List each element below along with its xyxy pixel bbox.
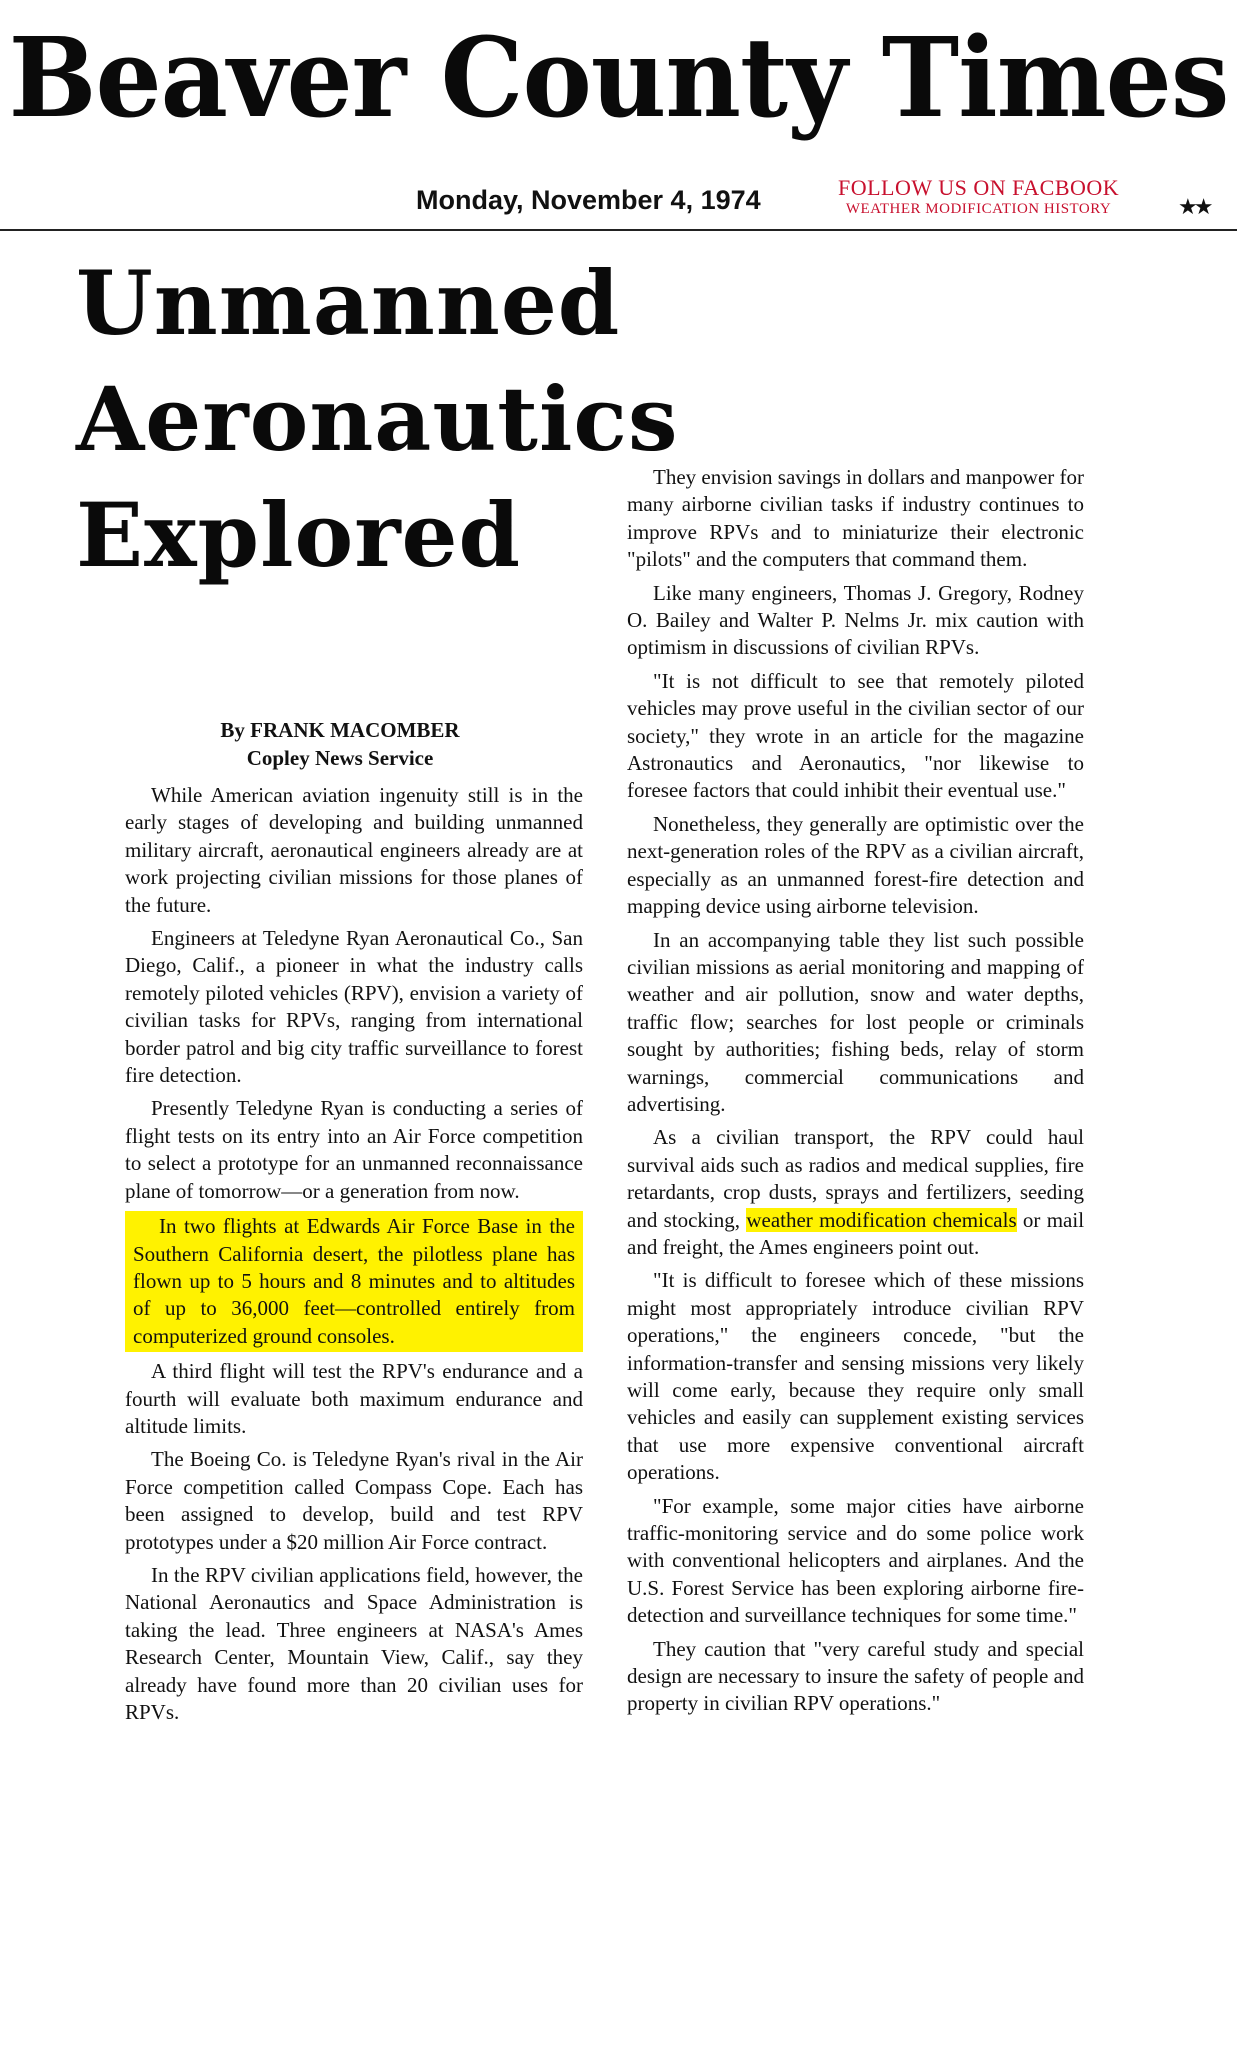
article-paragraph: Nonetheless, they generally are optimistic over the next-generation roles of the RPV as a civilian aircraft, especially as an unmanned forest-fire detection and mapping device using airborne television. [627, 811, 1084, 919]
article-paragraph: They caution that "very careful study and special design are necessary to insure the safety of people and property in civilian RPV operations." [627, 1636, 1084, 1716]
article-paragraph: "It is difficult to foresee which of these missions might most appropriately introduce civilian RPV operations," the engineers concede, "but the information-transfer and sensing missions very likely will come early, because they require only small vehicles and easily can supplement existing services that use more expensive conventional aircraft operations. [627, 1268, 1084, 1485]
article-paragraph: While American aviation ingenuity still is in the early stages of developing and building unmanned military aircraft, aeronautical engineers already are at work projecting civilian missions for those planes of the future. [125, 783, 583, 917]
article-byline [120, 716, 560, 772]
publication-date: Monday, November 4, 1974 [416, 185, 761, 215]
paragraph-text-before: As a civilian transport, the RPV could haul survival aids such as radios and medical supplies, fire retardants, crop dusts, sprays and fertilizers, seeding and stocking, [627, 1125, 1084, 1232]
masthead-rule [0, 229, 1237, 231]
highlighted-paragraph: In two flights at Edwards Air Force Base in the Southern California desert, the pilotless plane has flown up to 5 hours and 8 minutes and to altitudes of up to 36,000 feet—controlled entirely from computerized ground consoles. [125, 1211, 583, 1352]
highlighted-phrase: weather modification chemicals [746, 1207, 1017, 1232]
edition-stars: ★★ [1178, 195, 1210, 220]
article-column-right [627, 464, 1084, 1724]
article-paragraph: "For example, some major cities have airborne traffic-monitoring service and do some police work with conventional helicopters and airplanes. And the U.S. Forest Service has been exploring airborne fire-detection and surveillance techniques for some time." [627, 1493, 1084, 1628]
promo-line-2: WEATHER MODIFICATION HISTORY [845, 201, 1112, 217]
article-paragraph [627, 1124, 1084, 1261]
byline-service: Copley News Service [246, 746, 434, 770]
headline-line-3: Explored [76, 483, 522, 587]
byline-author: By FRANK MACOMBER [220, 718, 460, 742]
promo-banner [838, 176, 1119, 218]
article-paragraph: The Boeing Co. is Teledyne Ryan's rival in the Air Force competition called Compass Cope. Each has been assigned to develop, build and test RPV prototypes under a $20 million Air Force contract. [125, 1447, 583, 1554]
headline-line-2: Aeronautics [76, 367, 679, 471]
newspaper-masthead: Beaver County Times [8, 12, 1229, 143]
article-paragraph: Engineers at Teledyne Ryan Aeronautical Co., San Diego, Calif., a pioneer in what the industry calls remotely piloted vehicles (RPV), envision a variety of civilian tasks for RPVs, ranging from international border patrol and big city traffic surveillance to forest fire detection. [125, 926, 583, 1088]
article-paragraph: In the RPV civilian applications field, however, the National Aeronautics and Space Administration is taking the lead. Three engineers at NASA's Ames Research Center, Mountain View, Calif., say they already have found more than 20 civilian uses for RPVs. [125, 1562, 583, 1724]
article-column-left [125, 782, 583, 1732]
article-paragraph: Like many engineers, Thomas J. Gregory, Rodney O. Bailey and Walter P. Nelms Jr. mix caution with optimism in discussions of civilian RPVs. [627, 580, 1084, 660]
headline-line-1: Unmanned [76, 251, 621, 355]
paragraph-text-after: or mail and freight, the Ames engineers point out. [627, 1207, 1085, 1259]
article-paragraph: They envision savings in dollars and manpower for many airborne civilian tasks if industry continues to improve RPVs and to miniaturize their electronic "pilots" and the computers that command them. [627, 465, 1084, 572]
article-paragraph: In an accompanying table they list such possible civilian missions as aerial monitoring and mapping of weather and air pollution, snow and water depths, traffic flow; searches for lost people or criminals sought by authorities; fishing beds, relay of storm warnings, commercial communications and advertising. [627, 927, 1084, 1116]
article-paragraph: "It is not difficult to see that remotely piloted vehicles may prove useful in the civilian sector of our society," they wrote in an article for the magazine Astronautics and Aeronautics, "nor likewise to foresee factors that could inhibit their eventual use." [627, 668, 1084, 803]
promo-line-1: FOLLOW US ON FACBOOK [838, 175, 1120, 200]
article-paragraph: A third flight will test the RPV's endurance and a fourth will evaluate both maximum endurance and altitude limits. [125, 1359, 583, 1438]
article-paragraph: Presently Teledyne Ryan is conducting a series of flight tests on its entry into an Air Force competition to select a prototype for an unmanned reconnaissance plane of tomorrow—or a generation from now. [125, 1096, 583, 1203]
article-headline [76, 245, 679, 593]
